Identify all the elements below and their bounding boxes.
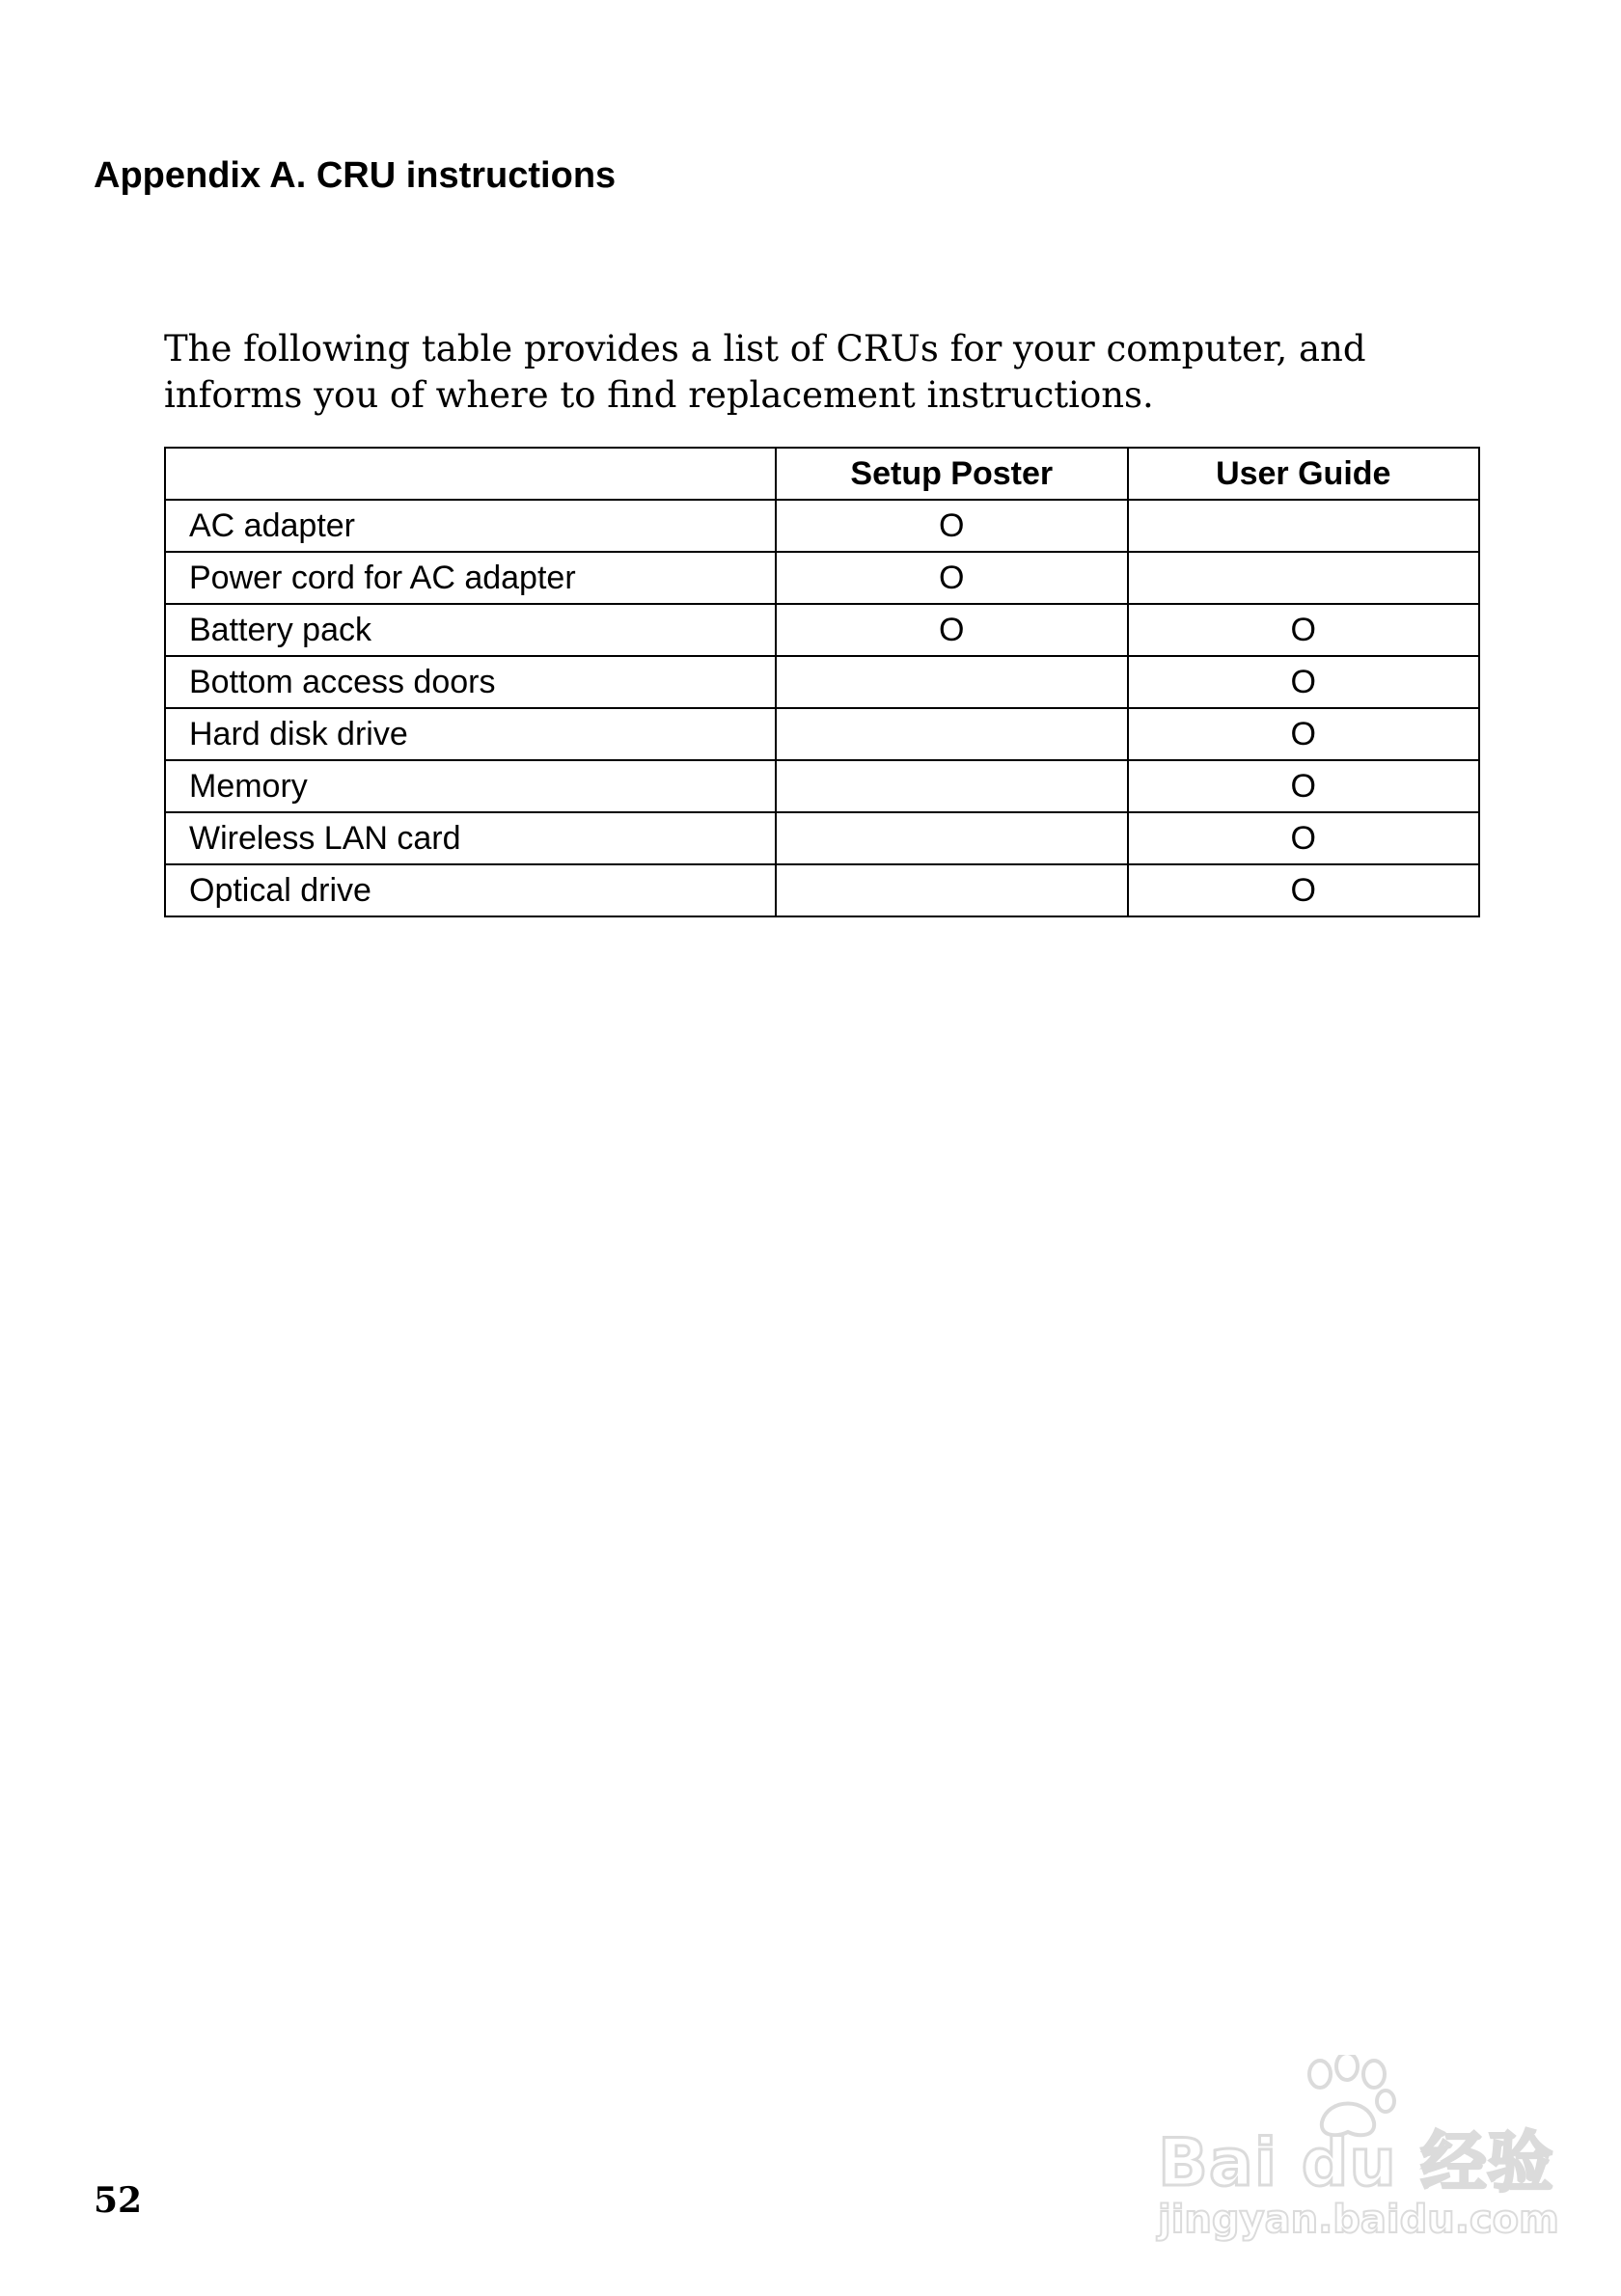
user-guide-mark: O bbox=[1128, 864, 1479, 916]
cru-name: Hard disk drive bbox=[165, 708, 776, 760]
setup-poster-mark bbox=[776, 656, 1127, 708]
table-row bbox=[165, 864, 1479, 916]
table-row bbox=[165, 552, 1479, 604]
header-user-guide: User Guide bbox=[1128, 448, 1479, 500]
setup-poster-mark bbox=[776, 760, 1127, 812]
header-item bbox=[165, 448, 776, 500]
setup-poster-mark: O bbox=[776, 500, 1127, 552]
user-guide-mark: O bbox=[1128, 708, 1479, 760]
user-guide-mark: O bbox=[1128, 812, 1479, 864]
page-number: 52 bbox=[94, 2180, 143, 2221]
table-row bbox=[165, 708, 1479, 760]
user-guide-mark bbox=[1128, 552, 1479, 604]
user-guide-mark: O bbox=[1128, 760, 1479, 812]
table-row bbox=[165, 500, 1479, 552]
cru-name: Wireless LAN card bbox=[165, 812, 776, 864]
cru-name: Battery pack bbox=[165, 604, 776, 656]
cru-name: AC adapter bbox=[165, 500, 776, 552]
baidu-watermark bbox=[1148, 2055, 1559, 2257]
cru-name: Power cord for AC adapter bbox=[165, 552, 776, 604]
page-title: Appendix A. CRU instructions bbox=[94, 155, 617, 196]
user-guide-mark: O bbox=[1128, 656, 1479, 708]
cru-name: Bottom access doors bbox=[165, 656, 776, 708]
user-guide-mark bbox=[1128, 500, 1479, 552]
setup-poster-mark: O bbox=[776, 552, 1127, 604]
setup-poster-mark bbox=[776, 864, 1127, 916]
setup-poster-mark bbox=[776, 812, 1127, 864]
watermark-brand: Bai du 经验 bbox=[1158, 2125, 1554, 2201]
setup-poster-mark: O bbox=[776, 604, 1127, 656]
watermark-domain: jingyan.baidu.com bbox=[1158, 2198, 1559, 2242]
intro-paragraph: The following table provides a list of CRUs for your computer, and informs you of where to find replacement instructions. bbox=[164, 328, 1366, 416]
cru-name: Optical drive bbox=[165, 864, 776, 916]
table-row bbox=[165, 656, 1479, 708]
cru-name: Memory bbox=[165, 760, 776, 812]
table-row bbox=[165, 760, 1479, 812]
table-row bbox=[165, 604, 1479, 656]
cru-table bbox=[164, 447, 1480, 917]
header-setup-poster: Setup Poster bbox=[776, 448, 1127, 500]
table-header-row bbox=[165, 448, 1479, 500]
user-guide-mark: O bbox=[1128, 604, 1479, 656]
setup-poster-mark bbox=[776, 708, 1127, 760]
table-row bbox=[165, 812, 1479, 864]
